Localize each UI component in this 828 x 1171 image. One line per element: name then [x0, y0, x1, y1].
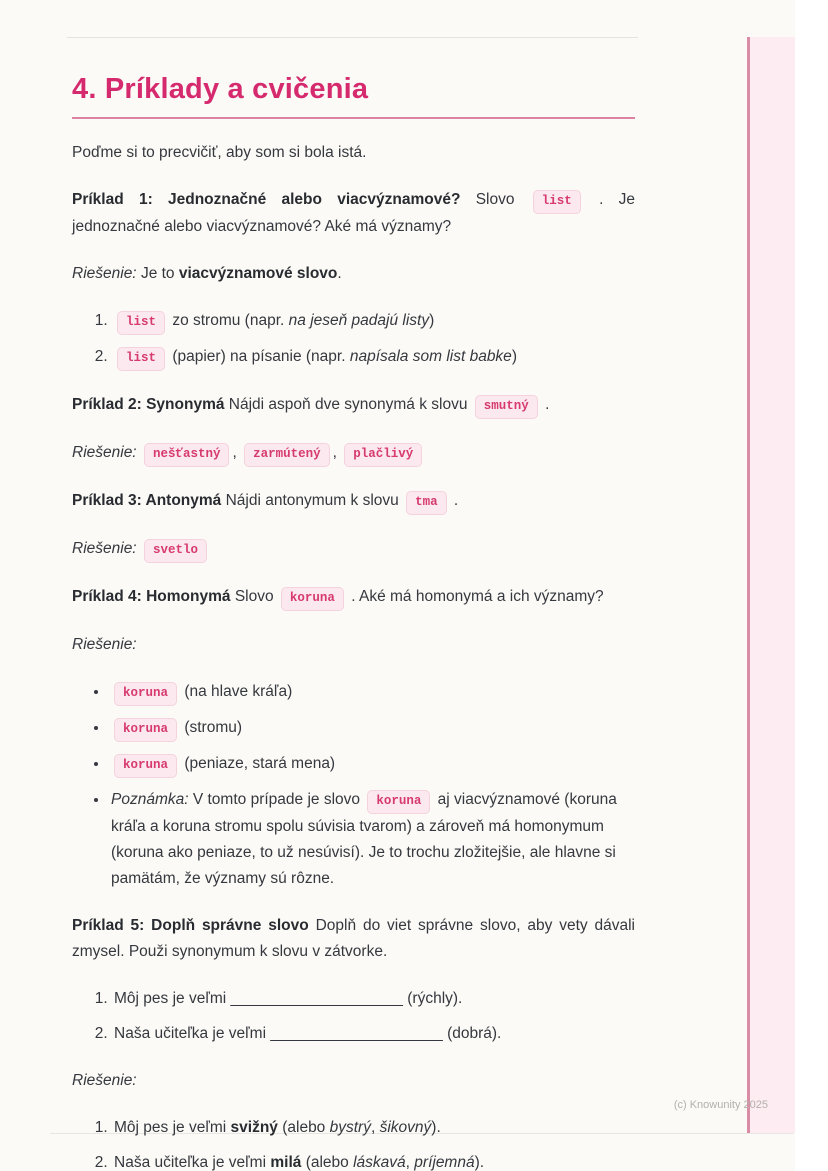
word-badge-koruna: koruna	[114, 718, 177, 742]
answer-pre: Naša učiteľka je veľmi	[114, 1154, 267, 1171]
solution-label: Riešenie:	[72, 636, 137, 653]
example5-title: Príklad 5: Doplň správne slovo	[72, 917, 309, 934]
example1-title: Príklad 1: Jednoznačné alebo viacvýznamové?	[72, 191, 461, 208]
separator: ,	[405, 1154, 410, 1171]
example1-lead-after: . Je jednoznačné alebo viacvýznamové? Aké má významy?	[72, 191, 636, 235]
example2-statement	[72, 392, 635, 419]
fill-in-blank: ____________________	[270, 1025, 443, 1042]
word-badge-koruna: koruna	[114, 682, 177, 706]
solution-label: Riešenie:	[72, 1072, 137, 1089]
answer-alt: príjemná	[414, 1154, 475, 1171]
section-heading: 4. Príklady a cvičenia	[72, 73, 369, 105]
note-label: Poznámka:	[111, 791, 189, 808]
answer-alt: šikovný	[379, 1119, 432, 1136]
answer-alt: láskavá	[353, 1154, 406, 1171]
example1-solution-pre: Je to	[140, 265, 175, 282]
example4-lead-before: Slovo	[234, 588, 274, 605]
example1-lead-before: Slovo	[475, 191, 515, 208]
example3-title: Príklad 3: Antonymá	[72, 492, 222, 509]
example3-lead: Nájdi antonymum k slovu	[225, 492, 399, 509]
example5-solution-label	[72, 1068, 635, 1094]
heading-underline	[72, 117, 635, 119]
answer-word: svižný	[230, 1119, 278, 1136]
item-close: )	[429, 312, 435, 329]
example2-lead-end: .	[545, 396, 550, 413]
intro-paragraph: Poďme si to precvičiť, aby som si bola istá.	[72, 144, 367, 161]
answer-word: milá	[270, 1154, 302, 1171]
word-badge-tma: tma	[406, 491, 447, 515]
example1-solution-end: .	[337, 265, 342, 282]
word-badge-list: list	[533, 190, 581, 214]
example1-solution-bold: viacvýznamové slovo	[178, 265, 338, 282]
word-badge-smutny: smutný	[475, 395, 538, 419]
list-item	[112, 308, 635, 335]
example3-solution	[72, 536, 635, 563]
synonym-badge: plačlivý	[344, 443, 422, 467]
item-close: )	[511, 348, 517, 365]
example2-lead: Nájdi aspoň dve synonymá k slovu	[228, 396, 468, 413]
example5-answers	[72, 1115, 635, 1171]
list-item	[109, 715, 635, 742]
list-item	[112, 344, 635, 371]
list-item	[109, 679, 635, 706]
item-meaning: (na hlave kráľa)	[184, 683, 293, 700]
separator: ,	[370, 1119, 376, 1136]
solution-label: Riešenie:	[72, 540, 137, 557]
example3-lead-end: .	[453, 492, 459, 509]
question-pre: Môj pes je veľmi	[114, 990, 227, 1007]
example4-lead-after: . Aké má homonymá a ich významy?	[351, 588, 604, 605]
solution-label: Riešenie:	[72, 444, 137, 461]
separator: ,	[232, 444, 237, 461]
word-badge-koruna: koruna	[367, 790, 430, 814]
example5-lead: Doplň do viet správne slovo, aby vety dávali zmysel. Použi synonymum k slovu v zátvorke.	[72, 917, 635, 960]
question-item	[112, 1021, 635, 1047]
document-content	[72, 0, 635, 1171]
word-badge-list: list	[117, 347, 165, 371]
answer-item	[112, 1115, 635, 1141]
item-text: (papier) na písanie (napr.	[172, 348, 346, 365]
example4-list	[72, 679, 635, 892]
answer-end: ).	[474, 1154, 485, 1171]
antonym-badge: svetlo	[144, 539, 207, 563]
answer-alt: bystrý	[329, 1119, 371, 1136]
example4-title: Príklad 4: Homonymá	[72, 588, 231, 605]
example5-questions	[72, 986, 635, 1047]
word-badge-koruna: koruna	[281, 587, 344, 611]
question-post: (dobrá).	[447, 1025, 502, 1042]
item-example: napísala som list babke	[349, 348, 512, 365]
fill-in-blank: ____________________	[230, 990, 403, 1007]
example1-list	[72, 308, 635, 371]
item-example: na jeseň padajú listy	[288, 312, 430, 329]
note-post: aj viacvýznamové (koruna kráľa a koruna stromu spolu súvisia tvarom) a zároveň má homonymum (koruna ako peniaze, to už nesúvisí). Je to trochu zložitejšie, ale hlavne si pamätám, že významy sú rôzne.	[111, 791, 617, 887]
note-pre: V tomto prípade je slovo	[192, 791, 361, 808]
word-badge-list: list	[117, 311, 165, 335]
item-text: zo stromu (napr.	[172, 312, 285, 329]
copyright-footer: (c) Knowunity 2025	[673, 1099, 768, 1111]
solution-label: Riešenie:	[72, 265, 137, 282]
example1-statement	[72, 187, 635, 240]
example3-statement	[72, 488, 635, 515]
question-item	[112, 986, 635, 1012]
page-edge-strip	[747, 37, 795, 1133]
answer-pre: Môj pes je veľmi	[114, 1119, 227, 1136]
example2-title: Príklad 2: Synonymá	[72, 396, 225, 413]
question-pre: Naša učiteľka je veľmi	[114, 1025, 267, 1042]
right-gutter	[795, 0, 828, 1171]
question-post: (rýchly).	[407, 990, 463, 1007]
example2-solution	[72, 440, 635, 467]
answer-mid: (alebo	[305, 1154, 349, 1171]
note-item	[109, 787, 635, 892]
answer-mid: (alebo	[282, 1119, 326, 1136]
separator: ,	[332, 444, 337, 461]
example1-solution	[72, 261, 635, 287]
item-meaning: (stromu)	[184, 719, 243, 736]
answer-end: ).	[431, 1119, 441, 1136]
example5-statement	[72, 913, 635, 965]
example4-solution-label	[72, 632, 635, 658]
list-item	[109, 751, 635, 778]
example4-statement	[72, 584, 635, 611]
word-badge-koruna: koruna	[114, 754, 177, 778]
synonym-badge: nešťastný	[144, 443, 230, 467]
item-meaning: (peniaze, stará mena)	[184, 755, 336, 772]
answer-item	[112, 1150, 635, 1171]
synonym-badge: zarmútený	[244, 443, 330, 467]
